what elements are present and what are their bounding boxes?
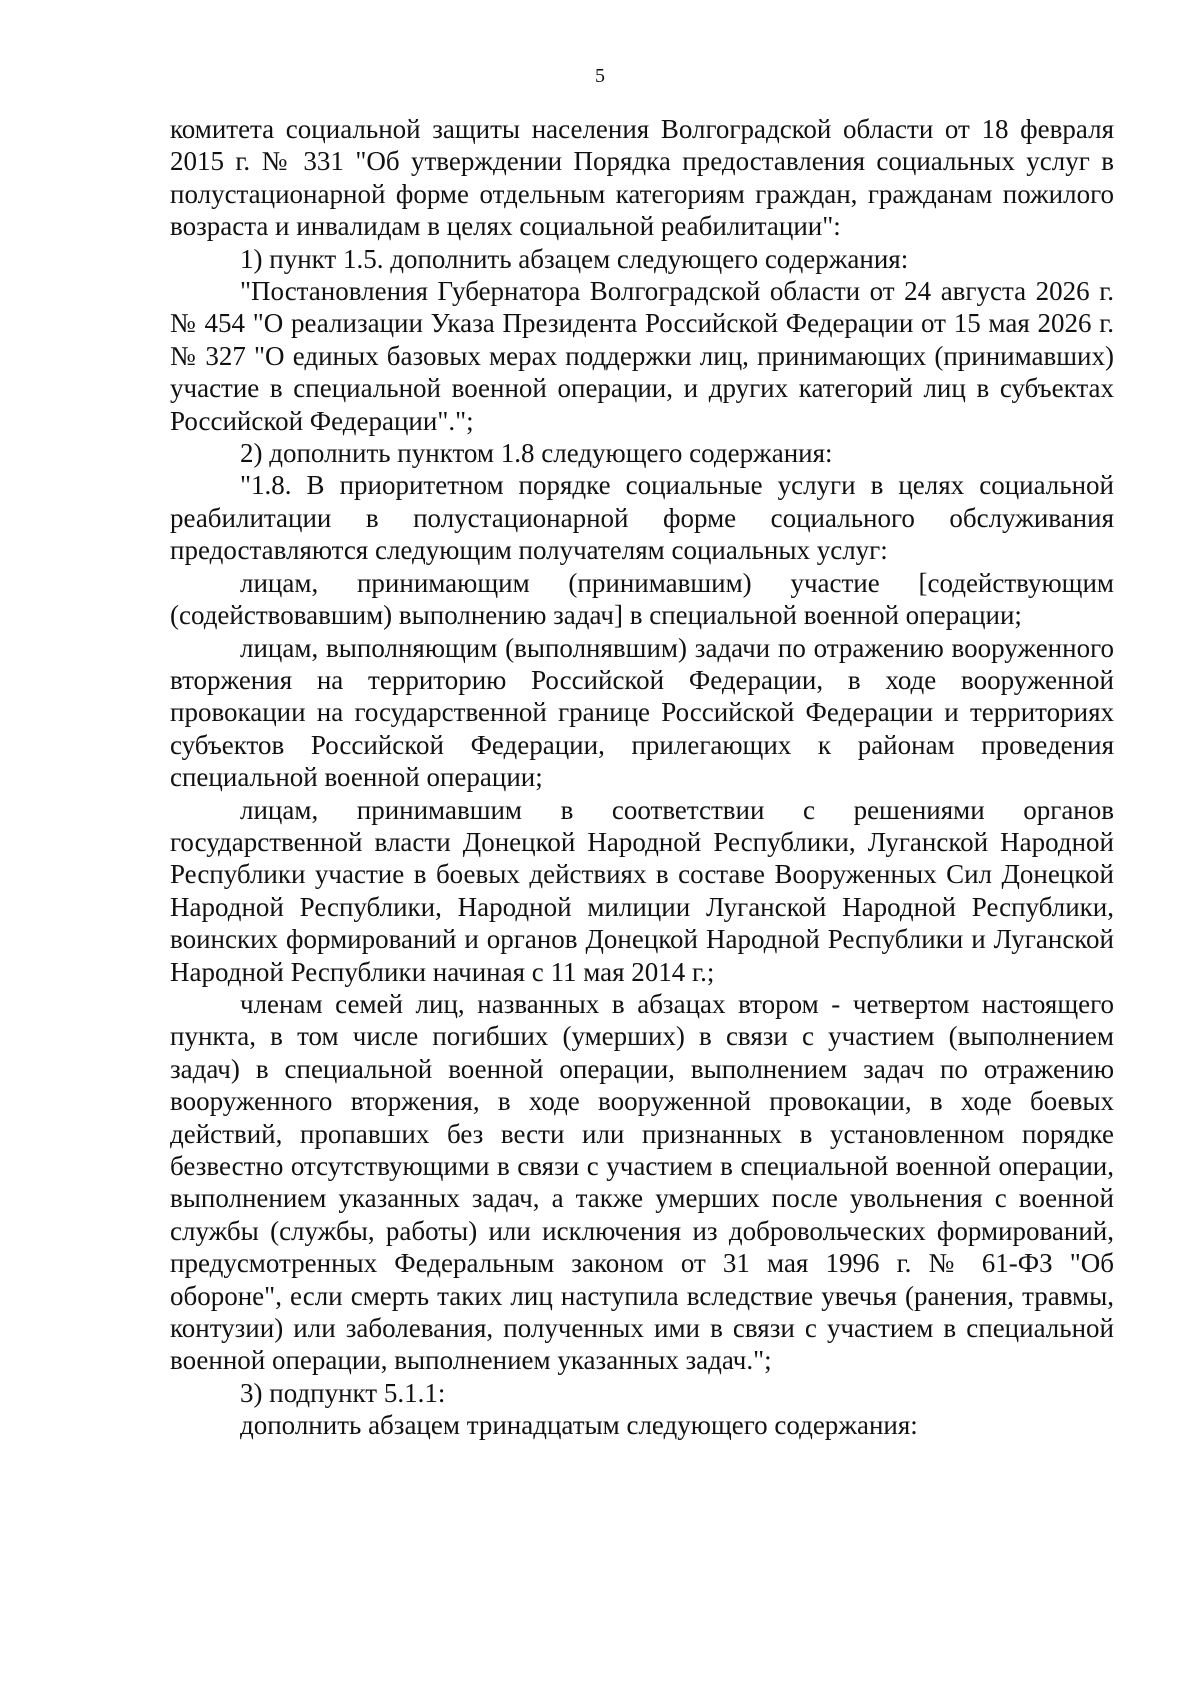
page-number: 5 [595, 65, 605, 87]
paragraph-amendment-3: 3) подпункт 5.1.1: [240, 1377, 446, 1408]
paragraph-recipients-family-members: членам семей лиц, названных в абзацах втором - четвертом настоящего пункта, в том числе погибших (умерших) в связи с участием (выполнением задач) в специальной военной операции, выполнением задач по отражению вооруженного вторжения, в ходе вооруженной провокации, в ходе боевых действий, пропавших без вести или признанных в установленном порядке безвестно отсутствующими в связи с участием в специальной военной операции, выполнением указанных задач, а также умерших после увольнения с военной службы (службы, работы) или исключения из добровольческих формирований, предусмотренных Федеральным законом от 31 мая 1996 г. № 61-ФЗ "Об обороне", если смерть таких лиц наступила вследствие увечья (ранения, травмы, контузии) или заболевания, полученных ими в связи с участием в специальной военной операции, выполнением указанных задач."; [170, 988, 1114, 1376]
document-body [170, 113, 1114, 1442]
paragraph-amendment-3-addition: дополнить абзацем тринадцатым следующего содержания: [240, 1410, 918, 1441]
paragraph-committee-order-title: комитета социальной защиты населения Волгоградской области от 18 февраля 2015 г. № 331 "Об утверждении Порядка предоставления социальных услуг в полустационарной форме отдельным категориям граждан, гражданам пожилого возраста и инвалидам в целях социальной реабилитации": [170, 114, 1114, 242]
paragraph-amendment-1: 1) пункт 1.5. дополнить абзацем следующего содержания: [240, 243, 909, 274]
paragraph-clause-1-8: "1.8. В приоритетном порядке социальные услуги в целях социальной реабилитации в полустационарной форме социального обслуживания предоставляются следующим получателям социальных услуг: [170, 470, 1114, 566]
paragraph-recipients-dnr-lnr: лицам, принимавшим в соответствии с решениями органов государственной власти Донецкой Народной Республики, Луганской Народной Республики участие в боевых действиях в составе Вооруженных Сил Донецкой Народной Республики, Народной милиции Луганской Народной Республики, воинских формирований и органов Донецкой Народной Республики и Луганской Народной Республики начиная с 11 мая 2014 г.; [170, 794, 1114, 987]
paragraph-governor-decree-reference: "Постановления Губернатора Волгоградской области от 24 августа 2026 г. № 454 "О реализации Указа Президента Российской Федерации от 15 мая 2026 г. № 327 "О единых базовых мерах поддержки лиц, принимающих (принимавших) участие в специальной военной операции, и других категорий лиц в субъектах Российской Федерации"."; [170, 276, 1114, 436]
paragraph-recipients-svo-participants: лицам, принимающим (принимавшим) участие [содействующим (содействовавшим) выполнению задач] в специальной военной операции; [170, 567, 1114, 631]
paragraph-amendment-2: 2) дополнить пунктом 1.8 следующего содержания: [240, 438, 833, 469]
paragraph-recipients-border-defense: лицам, выполняющим (выполнявшим) задачи по отражению вооруженного вторжения на территорию Российской Федерации, в ходе вооруженной провокации на государственной границе Российской Федерации и территориях субъектов Российской Федерации, прилегающих к районам проведения специальной военной операции; [170, 632, 1114, 793]
